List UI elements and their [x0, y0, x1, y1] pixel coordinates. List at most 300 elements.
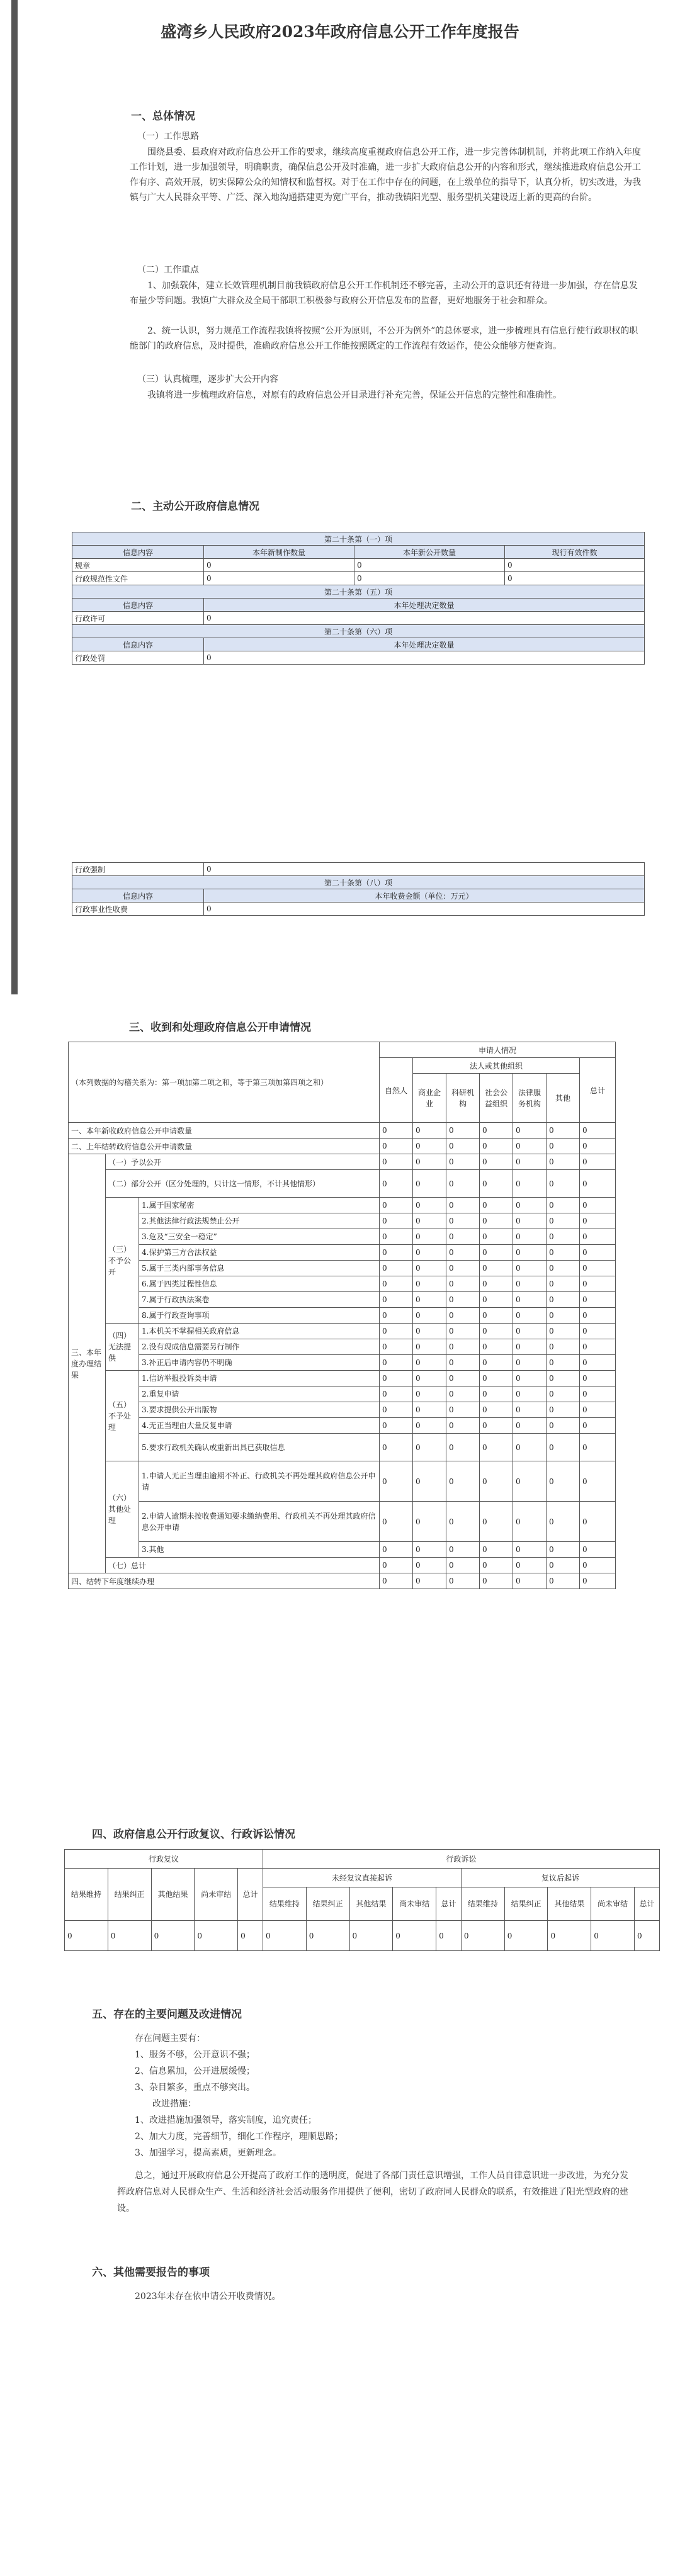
- value-cell: 0: [480, 1261, 513, 1276]
- value-cell: 0: [413, 1276, 446, 1292]
- value-cell: 0: [580, 1461, 616, 1502]
- value-cell: 0: [513, 1402, 547, 1418]
- art20-5-header: 第二十条第（五）项: [72, 585, 645, 599]
- value-cell: 0: [480, 1355, 513, 1371]
- value-cell: 0: [580, 1229, 616, 1245]
- value-cell: 0: [580, 1276, 616, 1292]
- cell: 0: [204, 612, 645, 625]
- value-cell: 0: [380, 1542, 413, 1558]
- value-cell: 0: [446, 1542, 480, 1558]
- section-2-heading: 二、主动公开政府信息情况: [131, 500, 259, 513]
- row-carried-over: 二、上年结转政府信息公开申请数量: [69, 1139, 380, 1154]
- table-row: [69, 1386, 616, 1402]
- section-6-heading: 六、其他需要报告的事项: [92, 2266, 210, 2279]
- value-cell: 0: [547, 1308, 580, 1324]
- value-cell: 0: [380, 1139, 413, 1154]
- value-cell: 0: [580, 1154, 616, 1170]
- value-cell: 0: [413, 1558, 446, 1573]
- row-sub-item: 6.属于四类过程性信息: [139, 1276, 380, 1292]
- list-line: 2、加大力度，完善细节，细化工作程序，理顺思路；: [135, 2132, 343, 2142]
- value-cell: 0: [480, 1386, 513, 1402]
- value-cell: 0: [380, 1292, 413, 1308]
- section-5-heading: 五、存在的主要问题及改进情况: [92, 2008, 242, 2021]
- row-sub-item: 7.属于行政执法案卷: [139, 1292, 380, 1308]
- row-sub-item: 3.其他: [139, 1542, 380, 1558]
- value-cell: 0: [547, 1261, 580, 1276]
- value-cell: 0: [446, 1198, 480, 1213]
- section-4-heading: 四、政府信息公开行政复议、行政诉讼情况: [92, 1828, 295, 1841]
- value-cell: 0: [480, 1339, 513, 1355]
- table-row: [69, 1434, 616, 1461]
- value-cell: 0: [513, 1558, 547, 1573]
- value-cell: 0: [547, 1123, 580, 1139]
- row-sub-item: 1.属于国家秘密: [139, 1198, 380, 1213]
- col-litigation-1: 结果纠正: [306, 1887, 349, 1921]
- value-cell: 0: [446, 1461, 480, 1502]
- value-cell: 0: [446, 1245, 480, 1261]
- value-cell: 0: [380, 1324, 413, 1339]
- report-page-1: [11, 0, 669, 743]
- value-cell: 0: [480, 1502, 513, 1542]
- value-cell: 0: [380, 1502, 413, 1542]
- value-cell: 0: [513, 1261, 547, 1276]
- value-cell: 0: [547, 1402, 580, 1418]
- value-cell: 0: [108, 1921, 151, 1951]
- value-cell: 0: [547, 1292, 580, 1308]
- work-focus-p2: 2、统一认识，努力规范工作流程我镇将按照“公开为原则，不公开为例外”的总体要求，进一步梳理具有信息行使行政职权的职能部门的政府信息，及时提供，准确政府信息公开工作能按照既定的工作流程有效运作，使公众能够方便查询。: [130, 326, 638, 351]
- section-3-heading: 三、收到和处理政府信息公开申请情况: [129, 1021, 311, 1034]
- value-cell: 0: [547, 1418, 580, 1434]
- col-litigation-9: 总计: [635, 1887, 660, 1921]
- row-normative-docs: 行政规范性文件: [72, 572, 204, 585]
- value-cell: 0: [446, 1229, 480, 1245]
- value-cell: 0: [547, 1339, 580, 1355]
- table-row: [69, 1292, 616, 1308]
- col-item: 信息内容: [72, 599, 204, 612]
- table-row: [69, 1198, 616, 1213]
- row-subtotal: （七）总计: [106, 1558, 380, 1573]
- value-cell: 0: [513, 1371, 547, 1386]
- value-cell: 0: [480, 1245, 513, 1261]
- row-partially-disclosed: （二）部分公开（区分处理的，只计这一情形，不计其他情形）: [106, 1170, 380, 1198]
- list-line: 改进措施：: [152, 2099, 196, 2109]
- value-cell: 0: [380, 1245, 413, 1261]
- col-org-1: 科研机构: [446, 1074, 480, 1123]
- row-sub-item: 4.无正当理由大量反复申请: [139, 1418, 380, 1434]
- value-cell: 0: [446, 1573, 480, 1589]
- report-page-4: [4, 1742, 676, 2576]
- value-cell: 0: [349, 1921, 393, 1951]
- value-cell: 0: [547, 1386, 580, 1402]
- col-litigation-2: 其他结果: [349, 1887, 393, 1921]
- work-focus-title: （二）工作重点: [137, 265, 199, 275]
- value-cell: 0: [547, 1558, 580, 1573]
- value-cell: 0: [480, 1139, 513, 1154]
- value-cell: 0: [513, 1245, 547, 1261]
- value-cell: 0: [580, 1308, 616, 1324]
- value-cell: 0: [413, 1542, 446, 1558]
- value-cell: 0: [547, 1170, 580, 1198]
- value-cell: 0: [480, 1276, 513, 1292]
- col-org-3: 法律服务机构: [513, 1074, 547, 1123]
- table-row: [69, 1170, 616, 1198]
- value-cell: 0: [580, 1386, 616, 1402]
- table-row: [69, 1261, 616, 1276]
- row-new-applications: 一、本年新收政府信息公开申请数量: [69, 1123, 380, 1139]
- value-cell: 0: [446, 1355, 480, 1371]
- value-cell: 0: [547, 1229, 580, 1245]
- value-cell: 0: [547, 1371, 580, 1386]
- value-cell: 0: [513, 1154, 547, 1170]
- value-cell: 0: [413, 1573, 446, 1589]
- value-cell: 0: [580, 1502, 616, 1542]
- value-cell: 0: [413, 1170, 446, 1198]
- value-cell: 0: [380, 1261, 413, 1276]
- value-cell: 0: [547, 1434, 580, 1461]
- cell: 0: [204, 903, 645, 916]
- list-line: 1、改进措施加强领导，落实制度，追究责任；: [135, 2115, 317, 2125]
- row-sub-item: 1.信访举报投诉类申请: [139, 1371, 380, 1386]
- value-cell: 0: [480, 1123, 513, 1139]
- value-cell: 0: [413, 1261, 446, 1276]
- value-cell: 0: [480, 1292, 513, 1308]
- value-cell: 0: [380, 1434, 413, 1461]
- not-review-first-header: 未经复议直接起诉: [263, 1869, 461, 1887]
- cell: 0: [204, 572, 354, 585]
- value-cell: 0: [263, 1921, 306, 1951]
- value-cell: 0: [580, 1245, 616, 1261]
- value-cell: 0: [513, 1502, 547, 1542]
- value-cell: 0: [580, 1139, 616, 1154]
- page-edge-bar: [11, 743, 18, 994]
- value-cell: 0: [380, 1123, 413, 1139]
- value-cell: 0: [413, 1461, 446, 1502]
- col-fee: 本年收费金额（单位：万元）: [204, 889, 645, 903]
- value-cell: 0: [580, 1261, 616, 1276]
- value-cell: 0: [480, 1542, 513, 1558]
- row-license: 行政许可: [72, 612, 204, 625]
- report-page-3: [0, 994, 680, 1737]
- table-row: [69, 1573, 616, 1589]
- value-cell: 0: [547, 1355, 580, 1371]
- value-cell: 0: [547, 1461, 580, 1502]
- row-other-handling: （六）其他处理: [106, 1461, 139, 1558]
- table-row: [69, 1461, 616, 1502]
- table-row: [69, 1402, 616, 1418]
- table-row: [69, 1154, 616, 1170]
- value-cell: 0: [580, 1355, 616, 1371]
- value-cell: 0: [513, 1542, 547, 1558]
- value-cell: 0: [580, 1573, 616, 1589]
- cell: 0: [354, 559, 505, 572]
- col-review-1: 结果纠正: [108, 1869, 151, 1921]
- col-review-2: 其他结果: [151, 1869, 195, 1921]
- value-cell: 0: [446, 1418, 480, 1434]
- col-review-0: 结果维持: [65, 1869, 108, 1921]
- list-line: 3、杂目繁多，重点不够突出。: [135, 2083, 255, 2093]
- value-cell: 0: [413, 1123, 446, 1139]
- value-cell: 0: [446, 1170, 480, 1198]
- value-cell: 0: [480, 1170, 513, 1198]
- value-cell: 0: [306, 1921, 349, 1951]
- desc-cell: （本列数据的勾稽关系为：第一项加第二项之和，等于第三项加第四项之和）: [69, 1042, 380, 1123]
- col-litigation-8: 尚未审结: [591, 1887, 635, 1921]
- row-carry-forward: 四、结转下年度继续办理: [69, 1573, 380, 1589]
- value-cell: 0: [380, 1371, 413, 1386]
- value-cell: 0: [380, 1276, 413, 1292]
- row-handling-results: 三、本年度办理结果: [69, 1154, 106, 1573]
- value-cell: 0: [580, 1434, 616, 1461]
- value-cell: 0: [635, 1921, 660, 1951]
- value-cell: 0: [446, 1386, 480, 1402]
- report-title: 盛湾乡人民政府2023年政府信息公开工作年度报告: [161, 23, 519, 41]
- row-sub-item: 8.属于行政查询事项: [139, 1308, 380, 1324]
- col-item: 信息内容: [72, 638, 204, 651]
- value-cell: 0: [380, 1213, 413, 1229]
- value-cell: 0: [413, 1139, 446, 1154]
- value-cell: 0: [413, 1324, 446, 1339]
- proactive-disclosure-table-cont: [72, 862, 645, 916]
- table-row: [69, 1229, 616, 1245]
- content-expand-title: （三）认真梳理，逐步扩大公开内容: [137, 374, 278, 385]
- col-litigation-4: 总计: [436, 1887, 462, 1921]
- value-cell: 0: [513, 1123, 547, 1139]
- value-cell: 0: [446, 1558, 480, 1573]
- value-cell: 0: [413, 1418, 446, 1434]
- value-cell: 0: [580, 1123, 616, 1139]
- value-cell: 0: [446, 1308, 480, 1324]
- value-cell: 0: [380, 1386, 413, 1402]
- value-cell: 0: [446, 1292, 480, 1308]
- value-cell: 0: [151, 1921, 195, 1951]
- col-review-4: 总计: [238, 1869, 263, 1921]
- value-cell: 0: [513, 1139, 547, 1154]
- value-cell: 0: [380, 1461, 413, 1502]
- value-cell: 0: [413, 1355, 446, 1371]
- value-cell: 0: [480, 1213, 513, 1229]
- value-cell: 0: [547, 1154, 580, 1170]
- list-line: 存在问题主要有：: [135, 2033, 205, 2044]
- value-cell: 0: [547, 1139, 580, 1154]
- value-cell: 0: [413, 1292, 446, 1308]
- value-cell: 0: [446, 1154, 480, 1170]
- table-row: [69, 1558, 616, 1573]
- value-cell: 0: [513, 1229, 547, 1245]
- row-fee: 行政事业性收费: [72, 903, 204, 916]
- value-cell: 0: [513, 1418, 547, 1434]
- row-force: 行政强制: [72, 863, 204, 876]
- value-cell: 0: [413, 1229, 446, 1245]
- table-row: [69, 1355, 616, 1371]
- value-cell: 0: [380, 1558, 413, 1573]
- row-rules: 规章: [72, 559, 204, 572]
- value-cell: 0: [480, 1434, 513, 1461]
- col-org-0: 商业企业: [413, 1074, 446, 1123]
- value-cell: 0: [580, 1292, 616, 1308]
- value-cell: 0: [513, 1276, 547, 1292]
- col-item: 信息内容: [72, 889, 204, 903]
- value-cell: 0: [547, 1245, 580, 1261]
- col-litigation-3: 尚未审结: [393, 1887, 436, 1921]
- review-litigation-table: [64, 1849, 660, 1951]
- row-sub-item: 3.危及“三安全一稳定”: [139, 1229, 380, 1245]
- value-cell: 0: [380, 1339, 413, 1355]
- value-cell: 0: [446, 1339, 480, 1355]
- value-cell: 0: [580, 1339, 616, 1355]
- value-cell: 0: [548, 1921, 591, 1951]
- value-cell: 0: [580, 1402, 616, 1418]
- value-cell: 0: [513, 1355, 547, 1371]
- value-cell: 0: [480, 1154, 513, 1170]
- value-cell: 0: [413, 1402, 446, 1418]
- table-row: [69, 1418, 616, 1434]
- col-item: 信息内容: [72, 546, 204, 559]
- value-cell: 0: [480, 1308, 513, 1324]
- row-sub-item: 1.申请人无正当理由逾期不补正、行政机关不再处理其政府信息公开申请: [139, 1461, 380, 1502]
- value-cell: 0: [413, 1198, 446, 1213]
- value-cell: 0: [591, 1921, 635, 1951]
- value-cell: 0: [461, 1921, 504, 1951]
- value-cell: 0: [547, 1502, 580, 1542]
- col-decision: 本年处理决定数量: [204, 638, 645, 651]
- row-sub-item: 3.要求提供公开出版物: [139, 1402, 380, 1418]
- value-cell: 0: [547, 1276, 580, 1292]
- value-cell: 0: [413, 1502, 446, 1542]
- row-sub-item: 5.要求行政机关确认或重新出具已获取信息: [139, 1434, 380, 1461]
- value-cell: 0: [480, 1402, 513, 1418]
- work-focus-p1: 1、加强载体，建立长效管理机制目前我镇政府信息公开工作机制还不够完善，主动公开的意识还有待进一步加强，存在信息发布量少等问题。我镇广大群众及全局干部职工积极参与政府公开信息发布的监督，更好地服务于社会和群众。: [130, 281, 638, 306]
- section-1-heading: 一、总体情况: [131, 110, 195, 123]
- value-cell: 0: [580, 1558, 616, 1573]
- value-cell: 0: [380, 1355, 413, 1371]
- value-cell: 0: [580, 1542, 616, 1558]
- row-disclosed: （一）予以公开: [106, 1154, 380, 1170]
- list-line: 1、服务不够，公开意识不强；: [135, 2050, 255, 2060]
- value-cell: 0: [513, 1461, 547, 1502]
- after-review-header: 复议后起诉: [461, 1869, 659, 1887]
- col-litigation-7: 其他结果: [548, 1887, 591, 1921]
- value-cell: 0: [580, 1213, 616, 1229]
- value-cell: 0: [513, 1339, 547, 1355]
- list-line: 3、加强学习，提高素质，更新理念。: [135, 2148, 281, 2158]
- value-cell: 0: [547, 1573, 580, 1589]
- value-cell: 0: [413, 1245, 446, 1261]
- table-row: [69, 1542, 616, 1558]
- list-line: 2、信息累加，公开进展缓慢；: [135, 2066, 255, 2076]
- page-edge-bar: [11, 0, 18, 743]
- table-row: [69, 1308, 616, 1324]
- cell: 0: [354, 572, 505, 585]
- value-cell: 0: [547, 1213, 580, 1229]
- row-sub-item: 4.保护第三方合法权益: [139, 1245, 380, 1261]
- col-litigation-6: 结果纠正: [504, 1887, 548, 1921]
- col-new: 本年新制作数量: [204, 546, 354, 559]
- value-cell: 0: [413, 1434, 446, 1461]
- section-6-text: 2023年未存在依申请公开收费情况。: [135, 2292, 281, 2302]
- value-cell: 0: [580, 1324, 616, 1339]
- row-sub-item: 2.没有现成信息需要另行制作: [139, 1339, 380, 1355]
- value-cell: 0: [413, 1154, 446, 1170]
- cell: 0: [204, 863, 645, 876]
- value-cell: 0: [446, 1139, 480, 1154]
- value-cell: 0: [480, 1229, 513, 1245]
- review-header: 行政复议: [65, 1850, 263, 1869]
- col-review-3: 尚未审结: [195, 1869, 238, 1921]
- value-cell: 0: [480, 1371, 513, 1386]
- table-row: [69, 1123, 616, 1139]
- row-sub-item: 2.重复申请: [139, 1386, 380, 1402]
- value-cell: 0: [504, 1921, 548, 1951]
- proactive-disclosure-table: [72, 532, 645, 665]
- value-cell: 0: [513, 1170, 547, 1198]
- value-cell: 0: [446, 1402, 480, 1418]
- content-expand-text: 我镇将进一步梳理政府信息，对原有的政府信息公开目录进行补充完善，保证公开信息的完整性和准确性。: [147, 390, 562, 400]
- col-org-4: 其他: [547, 1074, 580, 1123]
- col-litigation-0: 结果维持: [263, 1887, 306, 1921]
- value-cell: 0: [446, 1502, 480, 1542]
- row-sub-item: 3.补正后申请内容仍不明确: [139, 1355, 380, 1371]
- value-cell: 0: [65, 1921, 108, 1951]
- value-cell: 0: [380, 1229, 413, 1245]
- row-punish: 行政处罚: [72, 651, 204, 665]
- art20-1-header: 第二十条第（一）项: [72, 532, 645, 546]
- table-row: [69, 1371, 616, 1386]
- value-cell: 0: [446, 1371, 480, 1386]
- value-cell: 0: [413, 1371, 446, 1386]
- legal-header: 法人或其他组织: [413, 1058, 580, 1074]
- col-valid: 现行有效件数: [505, 546, 645, 559]
- cell: 0: [505, 559, 645, 572]
- value-cell: 0: [480, 1573, 513, 1589]
- table-row: [69, 1276, 616, 1292]
- value-cell: 0: [580, 1170, 616, 1198]
- value-cell: 0: [393, 1921, 436, 1951]
- value-cell: 0: [413, 1213, 446, 1229]
- value-cell: 0: [380, 1154, 413, 1170]
- value-cell: 0: [413, 1386, 446, 1402]
- value-cell: 0: [513, 1308, 547, 1324]
- value-cell: 0: [580, 1418, 616, 1434]
- work-idea-text: 围绕县委、县政府对政府信息公开工作的要求，继续高度重视政府信息公开工作，进一步完善体制机制，并将此项工作纳入年度工作计划，进一步加强领导，明确职责，确保信息公开及时准确，进一步扩大政府信息公开的内容和形式，继续推进政府信息公开工作有序、高效开展，切实保障公众的知情权和监督权。对于在工作中存在的问题，在上级单位的指导下，认真分析，切实改进，为我镇与广大人民群众平等、广泛、深入地沟通搭建更为宽广平台，推动我镇阳光型、服务型机关建设迈上新的更高的台阶。: [130, 147, 641, 203]
- row-not-disclosed: （三）不予公开: [106, 1198, 139, 1324]
- row-sub-item: 5.属于三类内部事务信息: [139, 1261, 380, 1276]
- value-cell: 0: [413, 1339, 446, 1355]
- value-cell: 0: [513, 1573, 547, 1589]
- value-cell: 0: [380, 1418, 413, 1434]
- value-cell: 0: [547, 1542, 580, 1558]
- value-cell: 0: [513, 1434, 547, 1461]
- row-sub-item: 2.申请人逾期未按收费通知要求缴纳费用、行政机关不再处理其政府信息公开申请: [139, 1502, 380, 1542]
- value-cell: 0: [195, 1921, 238, 1951]
- value-cell: 0: [480, 1324, 513, 1339]
- value-cell: 0: [380, 1308, 413, 1324]
- litigation-header: 行政诉讼: [263, 1850, 659, 1869]
- value-cell: 0: [480, 1461, 513, 1502]
- table-row: [69, 1502, 616, 1542]
- value-cell: 0: [480, 1198, 513, 1213]
- table-row: [69, 1139, 616, 1154]
- col-org-2: 社会公益组织: [480, 1074, 513, 1123]
- value-cell: 0: [480, 1558, 513, 1573]
- table-row: [69, 1213, 616, 1229]
- value-cell: 0: [513, 1213, 547, 1229]
- report-page-2: [11, 743, 669, 994]
- value-cell: 0: [413, 1308, 446, 1324]
- value-cell: 0: [547, 1324, 580, 1339]
- applicant-header: 申请人情况: [380, 1042, 616, 1058]
- value-cell: 0: [446, 1261, 480, 1276]
- value-cell: 0: [480, 1418, 513, 1434]
